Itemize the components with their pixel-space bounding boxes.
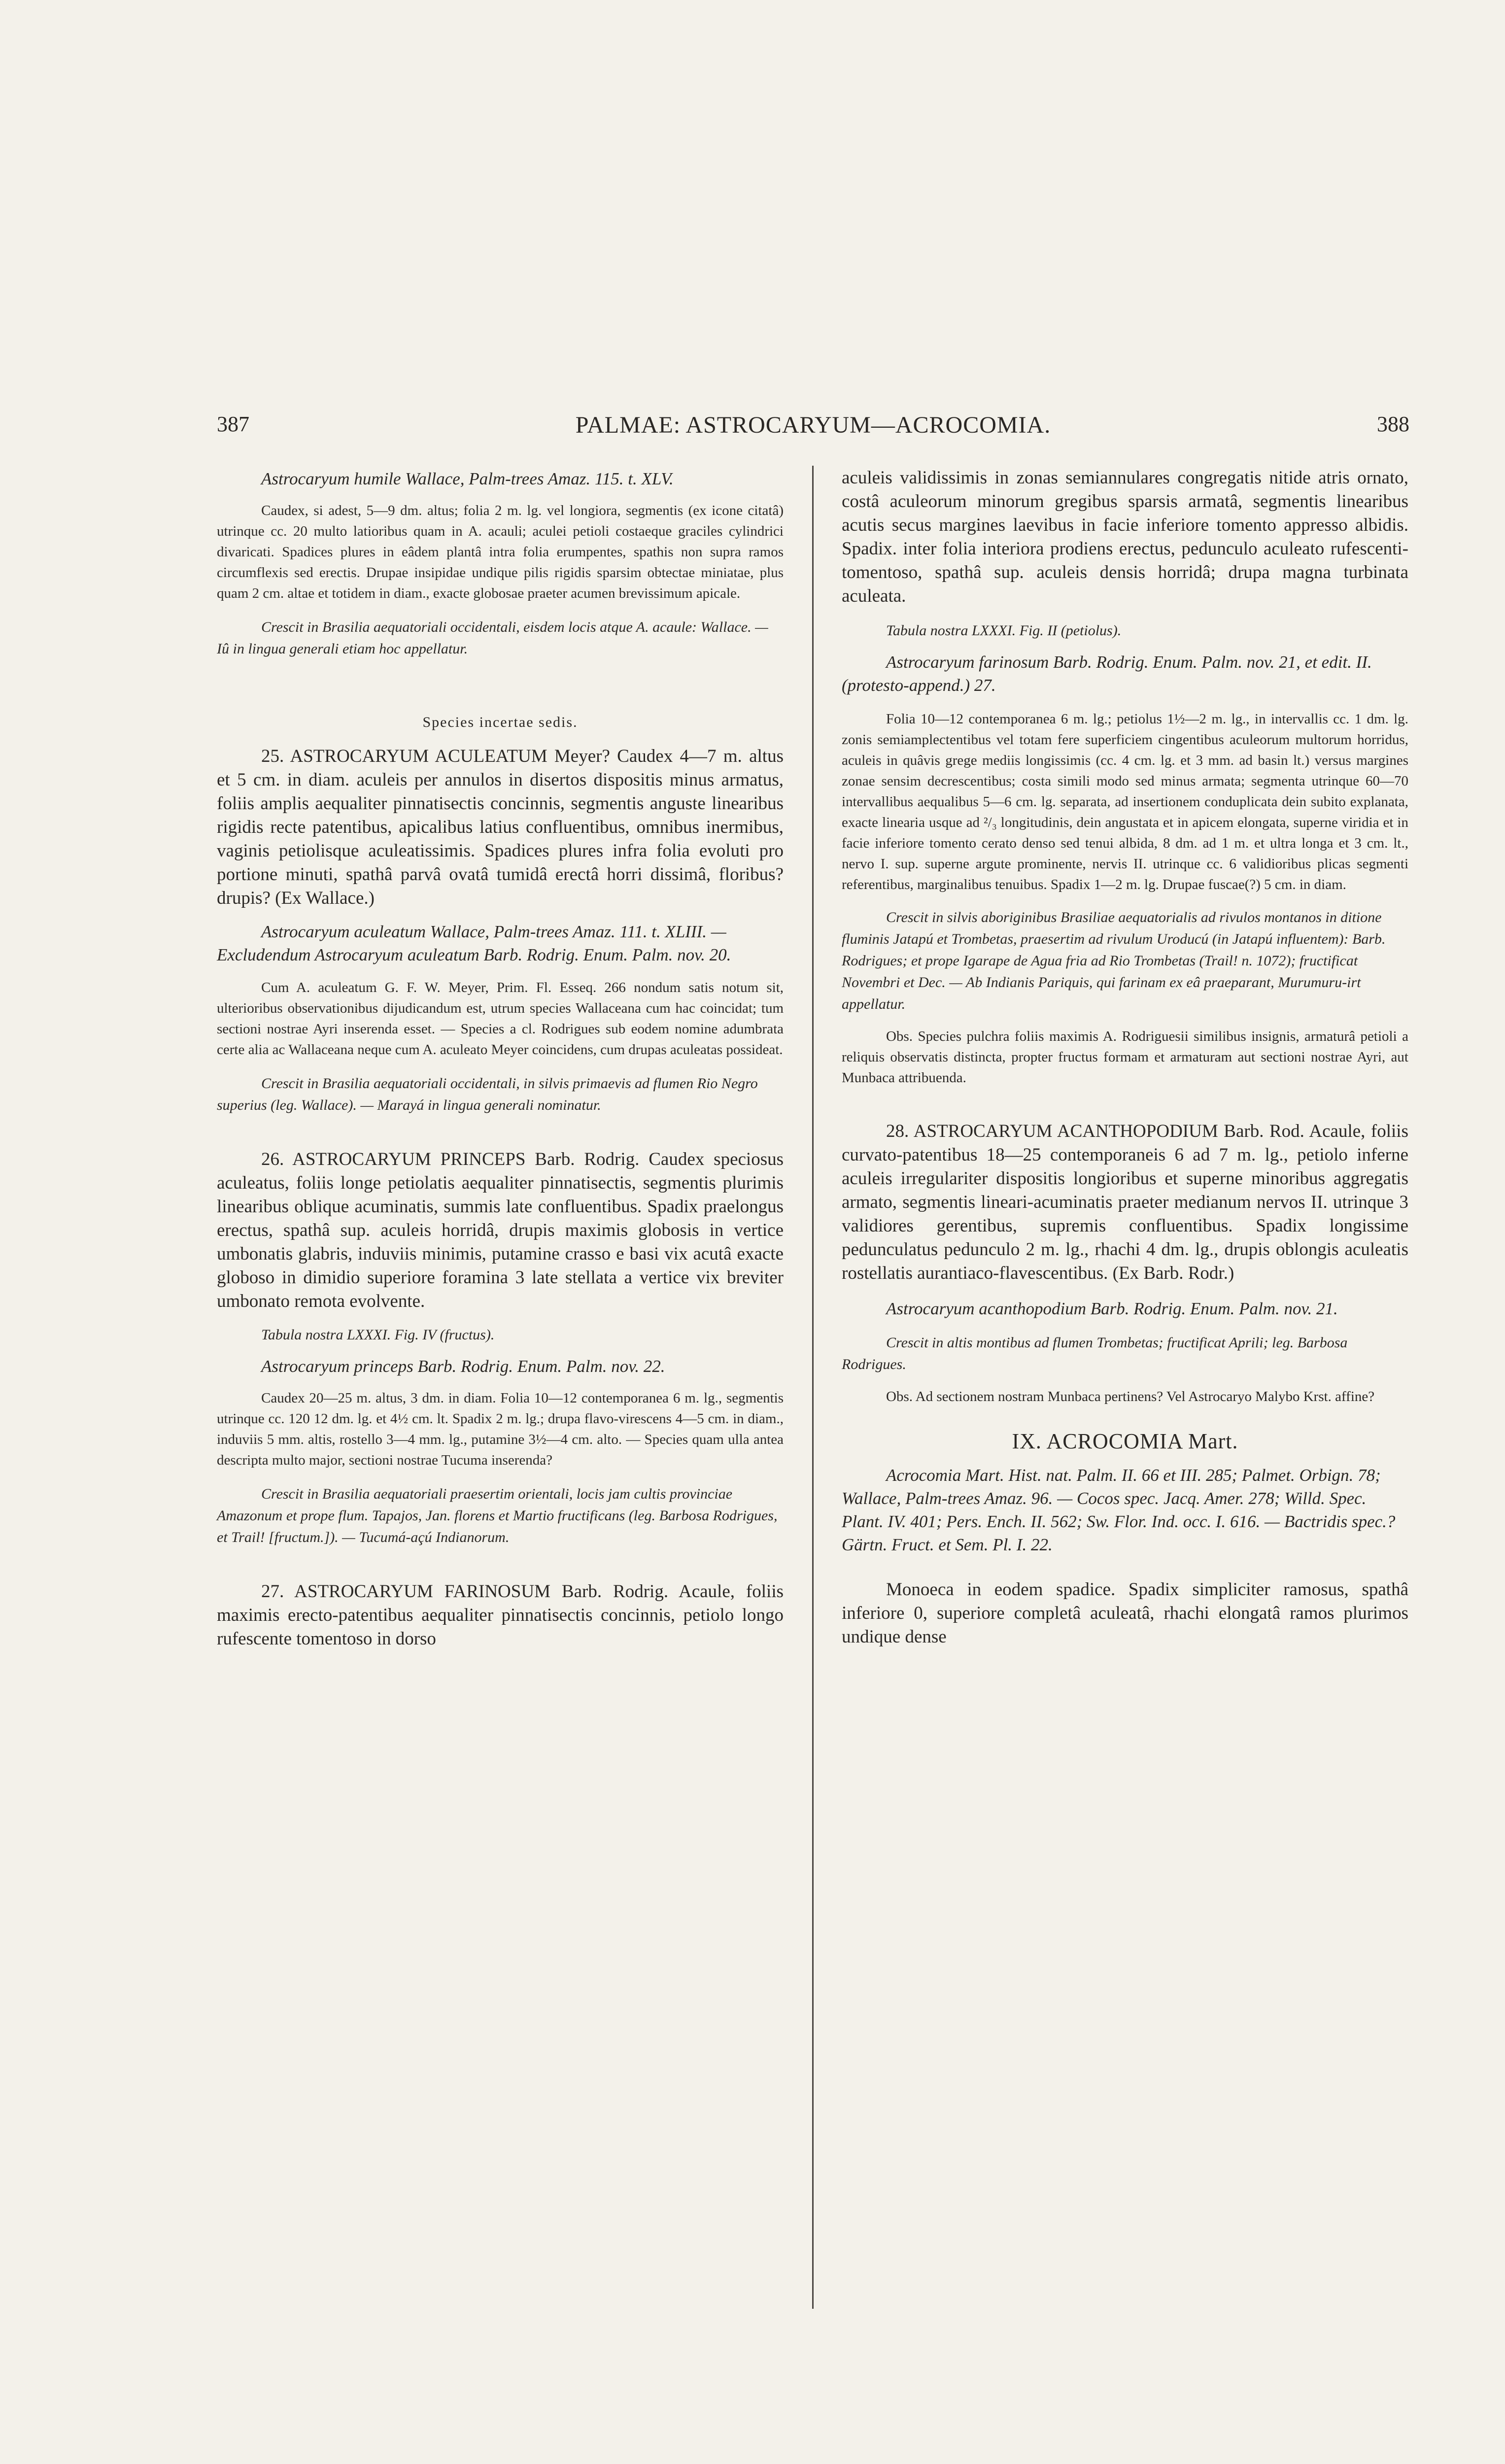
observation-note: Obs. Species pulchra foliis maximis A. Rodriguesii similibus insignis, armaturâ petioli a reliquis observatis distincta, propter fructus formam et armaturam aut sectioni nostrae Ayri, aut Munbaca attribuenda. bbox=[842, 1028, 1408, 1086]
plate-reference: Tabula nostra LXXXI. Fig. II (petiolus). bbox=[886, 622, 1122, 639]
synonym-citation: Astrocaryum humile Wallace, Palm-trees Amaz. 115. t. XLV. bbox=[261, 469, 674, 488]
locality-note: Crescit in silvis aboriginibus Brasiliae aequatorialis ad rivulos montanos in ditione fluminis Jatapú et Trombetas, praesertim ad rivulum Uroducú (in Jatapú influentem): Barb. Rodrigues; et prope Igarape de Agua fria ad Rio Trombetas (Trail! n. 1072); fructificat Novembri et Dec. — Ab Indianis Pariquis, qui farinam ex eâ praeparant, Murumuru-irt appellatur. bbox=[842, 909, 1386, 1012]
locality-note: Crescit in Brasilia aequatoriali occidentali, eisdem locis atque A. acaule: Wallace. — Iû in lingua generali etiam hoc appellatur. bbox=[217, 619, 768, 657]
description-note: Cum A. aculeatum G. F. W. Meyer, Prim. Fl. Esseq. 266 nondum satis notum sit, ulterioribus observationibus dijudicandum est, utrum species Wallaceana cum hac coincidat; tum sectioni nostrae Ayri inserenda esset. — Species a cl. Rodrigues sub eodem nomine adumbrata certe alia ac Wallaceana neque cum A. aculeato Meyer coincidens, cum drupas aculeatas possideat. bbox=[217, 980, 784, 1058]
running-title: PALMAE: ASTROCARYUM—ACROCOMIA. bbox=[575, 412, 1051, 438]
locality-note: Crescit in Brasilia aequatoriali occidentali, in silvis primaevis ad flumen Rio Negro superius (leg. Wallace). — Marayá in lingua generali nominatur. bbox=[217, 1075, 758, 1113]
description-note: Caudex, si adest, 5—9 dm. altus; folia 2 m. lg. vel longiora, segmentis (ex icone citatâ) utrinque cc. 20 multo latioribus quam in A. acauli; aculei petioli costaeque graciles cylindrici divaricati. Spadices plures in eâdem plantâ intra folia erumpentes, spathis non supra ramos circumflexis sed erectis. Drupae insipidae undique pilis rigidis sparsim obtectae miniatae, plus quam 2 cm. altae et totidem in diam., exacte globosae praeter acumen brevissimum apicale. bbox=[217, 503, 784, 601]
section-heading: Species incertae sedis. bbox=[422, 714, 578, 730]
description-note: Caudex 20—25 m. altus, 3 dm. in diam. Folia 10—12 contemporanea 6 m. lg., segmentis utrinque cc. 120 12 dm. lg. et 4½ cm. lt. Spadix 2 m. lg.; drupa flavo-virescens 4—5 cm. in diam., induviis 5 mm. altis, rostello 3—4 mm. lg., putamine 3½—4 cm. alto. — Species quam ulla antea descripta multo major, sectioni nostrae Tucuma inserenda? bbox=[217, 1390, 784, 1468]
left-column bbox=[217, 463, 784, 1651]
column-divider bbox=[812, 466, 814, 2309]
genus-synonymy: Acrocomia Mart. Hist. nat. Palm. II. 66 et III. 285; Palmet. Orbign. 78; Wallace, Palm-trees Amaz. 96. — Cocos spec. Jacq. Amer. 278; Willd. Spec. Plant. IV. 401; Pers. Ench. II. 562; Sw. Flor. Ind. occ. I. 616. — Bactridis spec.? Gärtn. Fruct. et Sem. Pl. I. 22. bbox=[842, 1466, 1396, 1554]
page-number-right: 388 bbox=[1377, 412, 1409, 436]
locality-note: Crescit in altis montibus ad flumen Trombetas; fructificat Aprili; leg. Barbosa Rodrigues. bbox=[842, 1335, 1348, 1372]
page-header bbox=[217, 411, 1409, 451]
synonym-citation: Astrocaryum aculeatum Wallace, Palm-trees Amaz. 111. t. XLIII. — Excludendum Astrocaryum aculeatum Barb. Rodrig. Enum. Palm. nov. 20. bbox=[217, 922, 731, 964]
species-description-continued: aculeis validissimis in zonas semiannulares congregatis nitide atris ornato, costâ aculeorum minorum gregibus sparsis armatâ, segmentis linearibus acutis secus margines laevibus in facie inferiore tomento appresso albidis. Spadix. inter folia interiora prodiens erectus, pedunculo aculeato rufescenti-tomentoso, spathâ sup. aculeis densis horridâ; drupa magna turbinata aculeata. bbox=[842, 468, 1408, 606]
locality-note: Crescit in Brasilia aequatoriali praesertim orientali, locis jam cultis provinciae Amazonum et prope flum. Tapajos, Jan. florens et Martio fructificans (leg. Barbosa Rodrigues, et Trail! [fructum.]). — Tucumá-açú Indianorum. bbox=[217, 1486, 778, 1545]
genus-description: Monoeca in eodem spadice. Spadix simpliciter ramosus, spathâ inferiore 0, superiore completâ aculeatâ, rhachi elongatâ ramos plurimos undique dense bbox=[842, 1579, 1408, 1647]
plate-reference: Tabula nostra LXXXI. Fig. IV (fructus). bbox=[261, 1327, 495, 1343]
synonym-citation: Astrocaryum princeps Barb. Rodrig. Enum. Palm. nov. 22. bbox=[261, 1357, 665, 1376]
species-description: 28. ASTROCARYUM ACANTHOPODIUM Barb. Rod. Acaule, foliis curvato-patentibus 18—25 contemporaneis 6 ad 7 m. lg., petiolo inferne aculeis irregulariter dispositis longioribus et superne minoribus aggregatis armato, segmentis lineari-acuminatis praeter medianum nervos II. utrinque 3 validiores gerentibus, supremis confluentibus. Spadix longissime pedunculatus pedunculo 2 m. lg., rhachi 4 dm. lg., drupis oblongis aculeatis rostellatis aurantiaco-flavescentibus. (Ex Barb. Rodr.) bbox=[842, 1121, 1408, 1283]
observation-note: Obs. Ad sectionem nostram Munbaca pertinens? Vel Astrocaryo Malybo Krst. affine? bbox=[886, 1389, 1375, 1404]
synonym-citation: Astrocaryum farinosum Barb. Rodrig. Enum. Palm. nov. 21, et edit. II. (protesto-append.) 27. bbox=[842, 652, 1372, 695]
description-note: Folia 10—12 contemporanea 6 m. lg.; petiolus 1½—2 m. lg., in intervallis cc. 1 dm. lg. zonis semiamplectentibus vel totam fere superficiem cingentibus aculeorum multorum horridus, aculeis in quâvis grege mediis longissimis (cc. 4 cm. lg. et 3 mm. ad basin lt.) versus margines zonae sensim decrescentibus; costa simili modo sed minus armata; segmenta utrinque 60—70 intervallibus aequalibus 5—6 cm. lg. separata, ad insertionem conduplicata dein subito explanata, exacte linearia usque ad ²/₃ longitudinis, dein angustata et in apicem elongata, superne viridia et in facie inferiore tomento cerato denso sed tenui albida, 8 dm. ad 1 m. et ultra longa et 3 cm. lt., nervo I. sup. superne argute prominente, nervis II. utrinque cc. 6 validioribus plicas segmenti referentibus, marginalibus tenuibus. Spadix 1—2 m. lg. Drupae fuscae(?) 5 cm. in diam. bbox=[842, 711, 1408, 892]
synonym-citation: Astrocaryum acanthopodium Barb. Rodrig. Enum. Palm. nov. 21. bbox=[886, 1299, 1338, 1318]
right-column bbox=[842, 463, 1408, 1649]
genus-heading: IX. ACROCOMIA Mart. bbox=[1012, 1429, 1238, 1453]
page-number-left: 387 bbox=[217, 412, 249, 436]
species-description: 27. ASTROCARYUM FARINOSUM Barb. Rodrig. Acaule, foliis maximis erecto-patentibus aequaliter pinnatisectis concinnis, petiolo longo rufescente tomentoso in dorso bbox=[217, 1581, 784, 1649]
species-description: 26. ASTROCARYUM PRINCEPS Barb. Rodrig. Caudex speciosus aculeatus, foliis longe petiolatis aequaliter pinnatisectis, segmentis plurimis linearibus oblique acuminatis, summis late confluentibus. Spadix praelongus erectus, spathâ sup. aculeis horridâ, drupis maximis globosis in vertice umbonatis glabris, induviis minimis, putamine crasso e basi vix acutâ exacte globoso in dimidio superiore foramina 3 late stellata a vertice vix breviter umbonato remota evolvente. bbox=[217, 1149, 784, 1311]
species-description: 25. ASTROCARYUM ACULEATUM Meyer? Caudex 4—7 m. altus et 5 cm. in diam. aculeis per annulos in disertos dispositis minus armatus, foliis amplis aequaliter pinnatisectis concinnis, segmentis anguste linearibus rigidis recte patentibus, apicalibus latius confluentibus, omnibus inermibus, vaginis petiolisque aculeatissimis. Spadices plures infra folia evoluti pro portione minuti, spathâ parvâ ovatâ tumidâ erectâ horri dissimâ, floribus? drupis? (Ex Wallace.) bbox=[217, 746, 784, 908]
